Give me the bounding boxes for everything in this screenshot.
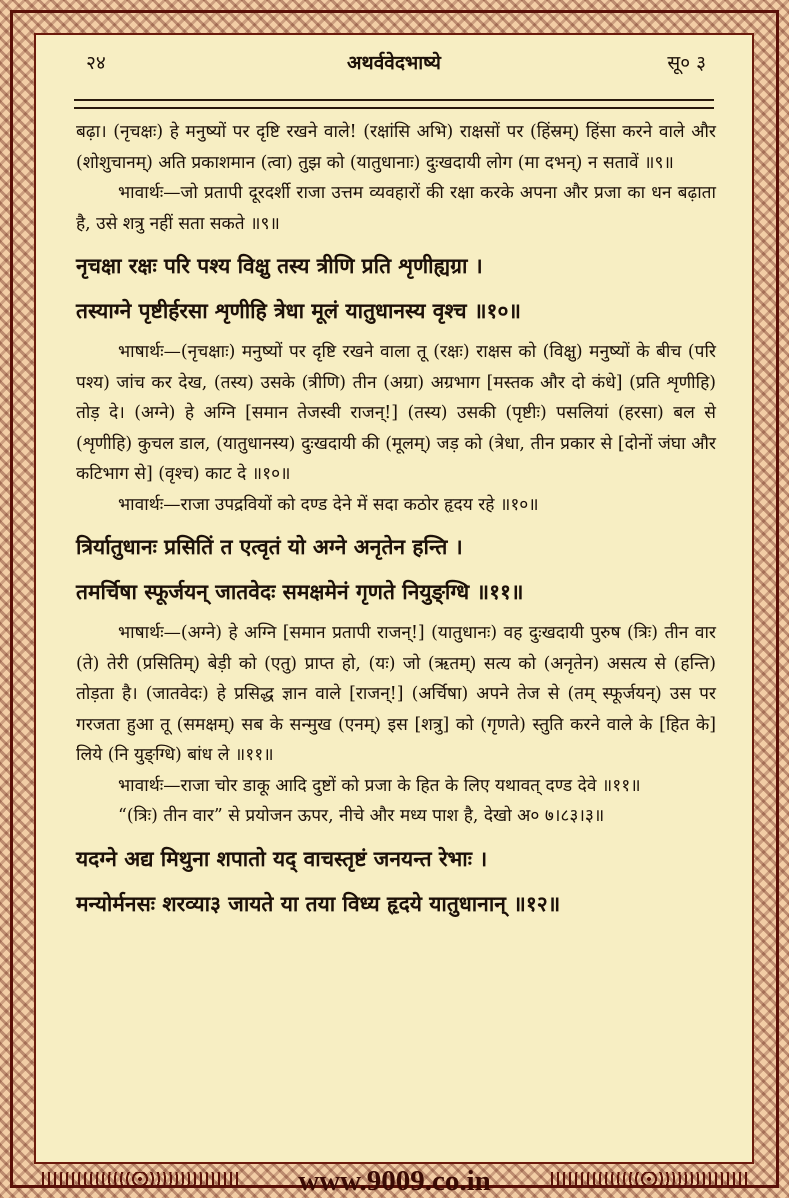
commentary-paragraph: भावार्थः—राजा चोर डाकू आदि दुष्टों को प्रजा के हित के लिए यथावत् दण्ड देवे ॥११॥ xyxy=(118,775,641,796)
mantra-line: तमर्चिषा स्फूर्जयन् जातवेदः समक्षमेनं गृणते नियुङ्ग्धि ॥११॥ xyxy=(76,579,524,604)
mantra-verse xyxy=(76,528,716,610)
scripture-page xyxy=(34,33,754,1164)
mantra-line: नृचक्षा रक्षः परि पश्य विक्षु तस्य त्रीणि प्रति शृणीह्यग्रा । xyxy=(76,253,483,278)
mantra-line: तस्याग्ने पृष्टीर्हरसा शृणीहि त्रेधा मूलं यातुधानस्य वृश्च ॥१०॥ xyxy=(76,298,521,323)
commentary-paragraph: भाषार्थः—(अग्ने) हे अग्नि [समान प्रतापी राजन्!] (यातुधानः) वह दुःखदायी पुरुष (त्रिः) तीन वार (ते) तेरी (प्रसितिम्) बेड़ी को (एतु) प्राप्त हो, (यः) जो (ऋतम्) सत्य को (अनृतेन) असत्य से (हन्ति) तोड़ता है। (जातवेदः) हे प्रसिद्ध ज्ञान वाले [राजन्!] (अर्चिषा) अपने तेज से (तम् स्फूर्जयन्) उस पर गरजता हुआ तू (समक्षम्) सब के सन्मुख (एनम्) इस [शत्रु] को (गृणते) स्तुति करने वाले के [हित के] लिये (नि युङ्ग्धि) बांध ले ॥११॥ xyxy=(76,623,716,765)
mantra-verse xyxy=(76,840,716,922)
website-url: www.9009.co.in xyxy=(298,1165,491,1197)
commentary-paragraph: बढ़ा। (नृचक्षः) हे मनुष्यों पर दृष्टि रखने वाले! (रक्षांसि अभि) राक्षसों पर (हिंस्रम्) हिंसा करने वाले और (शोशुचानम्) अति प्रकाशमान (त्वा) तुझ को (यातुधानाः) दुःखदायी लोग (मा दभन्) न सतावें ॥९॥ xyxy=(76,122,716,173)
commentary-paragraph: भाषार्थः—(नृचक्षाः) मनुष्यों पर दृष्टि रखने वाला तू (रक्षः) राक्षस को (विक्षु) मनुष्यों के बीच (परि पश्य) जांच कर देख, (तस्य) उसके (त्रीणि) तीन (अग्रा) अग्रभाग [मस्तक और दो कंधे] (प्रति शृणीहि) तोड़ दे। (अग्ने) हे अग्नि [समान तेजस्वी राजन्!] (तस्य) उसकी (पृष्टीः) पसलियां (हरसा) बल से (शृणीहि) कुचल डाल, (यातुधानस्य) दुःखदायी की (मूलम्) जड़ को (त्रेधा, तीन प्रकार से [दोनों जंघा और कटिभाग से] (वृश्च) काट दे ॥१०॥ xyxy=(76,342,716,484)
commentary-paragraph: भावार्थः—राजा उपद्रवियों को दण्ड देने में सदा कठोर हृदय रहे ॥१०॥ xyxy=(118,494,539,515)
footer-ornament-right xyxy=(549,1172,749,1186)
mantra-line: मन्योर्मनसः शरव्या३ जायते या तया विध्य हृदये यातुधानान् ॥१२॥ xyxy=(76,890,561,916)
mantra-line: त्रिर्यातुधानः प्रसितिं त एत्वृतं यो अग्ने अनृतेन हन्ति । xyxy=(76,534,463,559)
commentary-paragraph: “(त्रिः) तीन वार” से प्रयोजन ऊपर, नीचे और मध्य पाश है, देखो अ० ७।८३।३॥ xyxy=(118,806,605,826)
commentary-paragraph: भावार्थः—जो प्रतापी दूरदर्शी राजा उत्तम व्यवहारों की रक्षा करके अपना और प्रजा का धन बढ़ाता है, उसे शत्रु नहीं सता सकते ॥९॥ xyxy=(76,183,716,234)
book-title: अथर्ववेदभाष्ये xyxy=(347,52,441,74)
sukta-label: सू० ३ xyxy=(667,52,706,74)
header-rule xyxy=(74,99,714,109)
mantra-line: यदग्ने अद्य मिथुना शपातो यद् वाचस्तृष्टं जनयन्त रेभाः । xyxy=(76,845,488,871)
page-number: २४ xyxy=(86,52,106,74)
footer xyxy=(0,1164,789,1198)
page-header xyxy=(36,35,752,79)
page-content xyxy=(76,117,716,930)
mantra-verse xyxy=(76,247,716,329)
